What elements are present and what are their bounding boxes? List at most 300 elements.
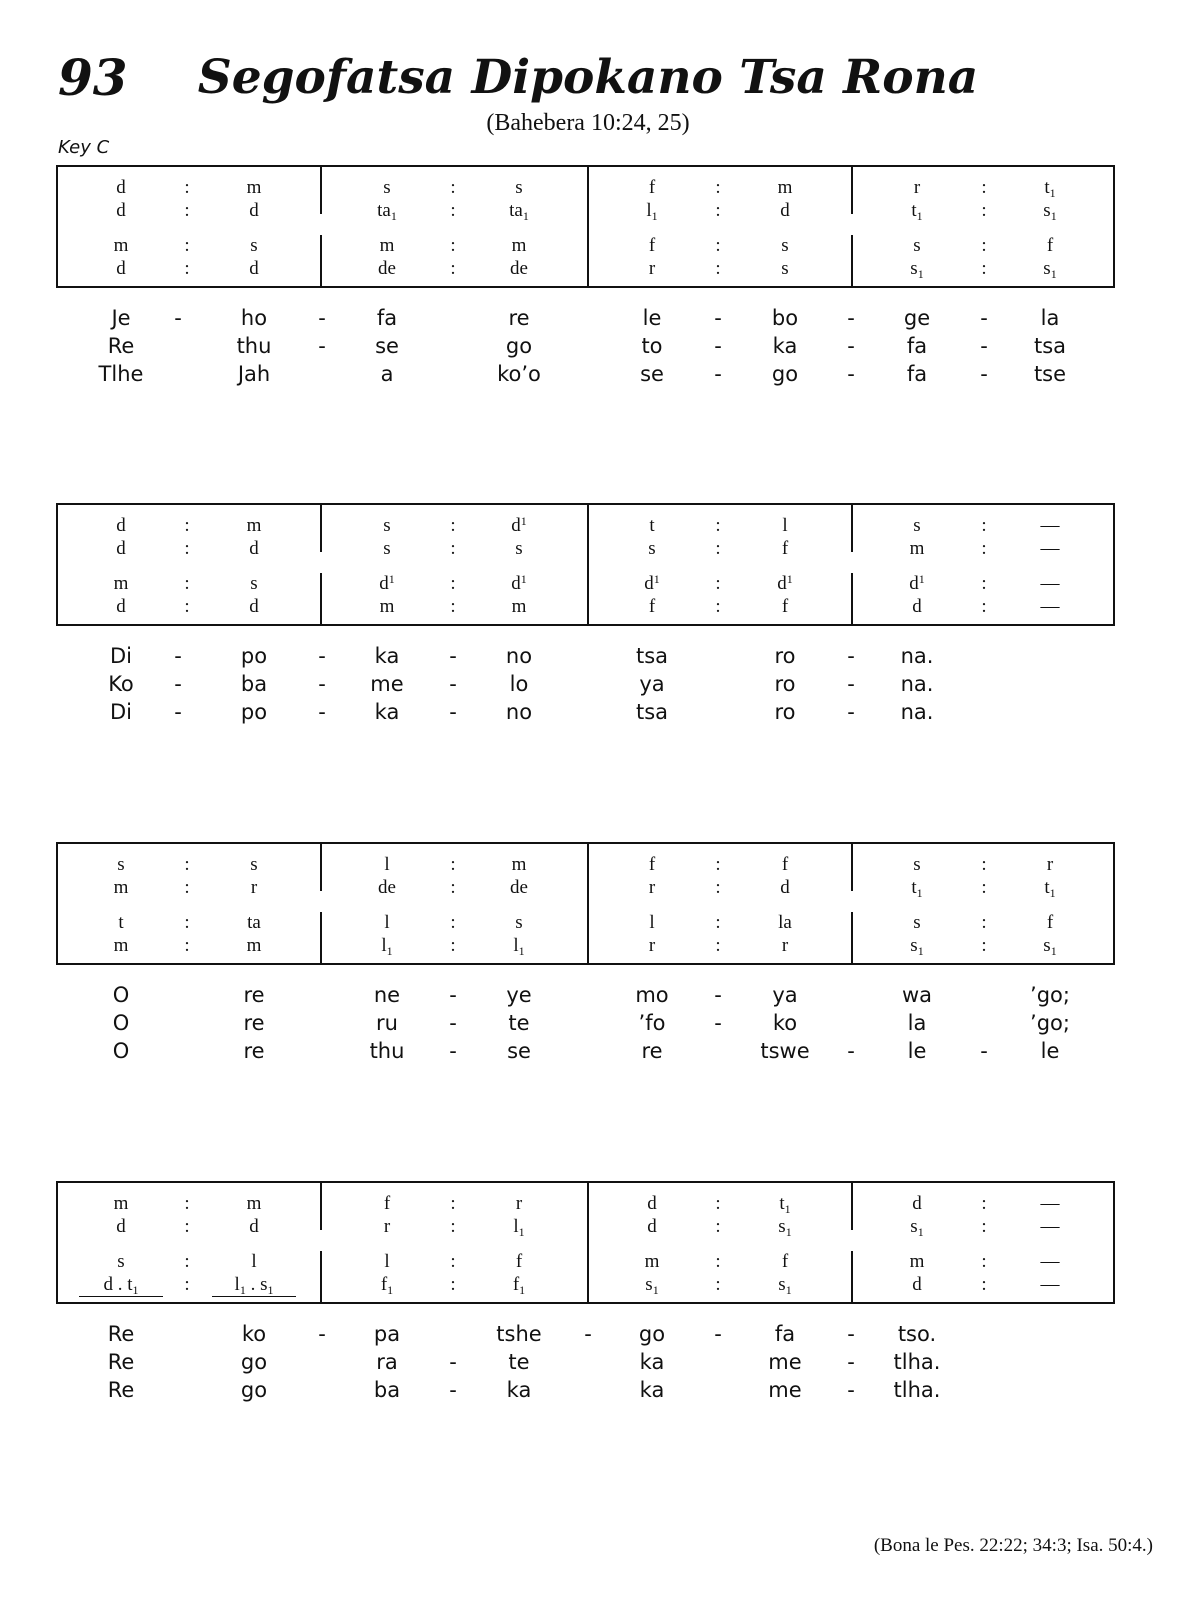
solfa-note: $s_1$	[1043, 935, 1057, 958]
solfa-note: s	[781, 235, 789, 256]
solfa-note: $t_1$	[779, 1193, 791, 1216]
lyric-syllable: na.	[900, 672, 934, 696]
solfa-note: s	[250, 854, 258, 875]
solfa-note: $t_1$	[911, 877, 923, 900]
lyric-syllable: thu	[369, 1039, 405, 1063]
bar-line	[587, 844, 589, 963]
solfa-note: —	[1040, 1274, 1060, 1295]
solfa-note: m	[246, 177, 262, 198]
lyric-syllable: fa	[906, 362, 928, 386]
solfa-note: r	[515, 1193, 523, 1214]
beat-colon: :	[184, 1193, 190, 1214]
lyric-syllable: ka	[772, 334, 798, 358]
solfa-note: r	[913, 177, 921, 198]
solfa-note: s	[383, 177, 391, 198]
lyric-syllable: tse	[1033, 362, 1067, 386]
lyric-syllable: bo	[771, 306, 799, 330]
solfa-note: s	[117, 1251, 125, 1272]
solfa-note: d	[249, 258, 259, 279]
solfa-note: f	[781, 1251, 789, 1272]
beat-colon: :	[184, 515, 190, 536]
staff-system-4	[56, 1181, 1115, 1304]
beat-colon: :	[715, 854, 721, 875]
solfa-note: $s_1$	[910, 258, 924, 281]
syllable-hyphen: -	[318, 334, 326, 358]
lyric-syllable: ko	[772, 1011, 798, 1035]
lyric-syllable: Di	[109, 700, 132, 724]
solfa-note: ta	[247, 912, 261, 933]
bar-line-segment	[320, 505, 322, 552]
solfa-note: t	[118, 912, 124, 933]
solfa-note: d	[116, 538, 126, 559]
solfa-note: d	[116, 258, 126, 279]
beat-colon: :	[981, 573, 987, 594]
solfa-note: f	[648, 854, 656, 875]
beat-colon: :	[715, 1274, 721, 1295]
solfa-note: d	[780, 200, 790, 221]
beat-colon: :	[981, 877, 987, 898]
lyric-syllable: Re	[107, 1350, 135, 1374]
beat-colon: :	[184, 1274, 190, 1295]
solfa-note: m	[379, 596, 395, 617]
solfa-note: r	[648, 877, 656, 898]
solfa-note: $d^1$	[511, 572, 527, 594]
beat-colon: :	[981, 538, 987, 559]
lyric-syllable: go	[240, 1350, 268, 1374]
syllable-hyphen: -	[449, 983, 457, 1007]
beat-colon: :	[450, 1193, 456, 1214]
beat-colon: :	[981, 258, 987, 279]
beat-colon: :	[184, 912, 190, 933]
lyric-syllable: re	[243, 1039, 265, 1063]
beat-colon: :	[981, 1274, 987, 1295]
solfa-note: $f_1$	[380, 1274, 394, 1297]
beat-colon: :	[184, 1251, 190, 1272]
solfa-note: $l_1$	[646, 200, 658, 223]
solfa-note: s	[117, 854, 125, 875]
bar-line-segment	[851, 573, 853, 626]
lyric-syllable: ru	[376, 1011, 398, 1035]
lyric-syllable: thu	[236, 334, 272, 358]
beat-colon: :	[450, 596, 456, 617]
lyric-syllable: Tlhe	[98, 362, 144, 386]
syllable-hyphen: -	[980, 334, 988, 358]
solfa-note: f	[383, 1193, 391, 1214]
lyric-syllable: te	[508, 1011, 530, 1035]
syllable-hyphen: -	[449, 700, 457, 724]
lyric-syllable: tswe	[760, 1039, 810, 1063]
bar-line	[587, 1183, 589, 1302]
bar-line-segment	[851, 167, 853, 214]
syllable-hyphen: -	[847, 1322, 855, 1346]
solfa-note: r	[250, 877, 258, 898]
lyric-syllable: la	[1040, 306, 1060, 330]
syllable-hyphen: -	[980, 1039, 988, 1063]
syllable-hyphen: -	[449, 1350, 457, 1374]
syllable-hyphen: -	[847, 672, 855, 696]
solfa-note: d	[647, 1216, 657, 1237]
solfa-note: —	[1040, 573, 1060, 594]
lyric-syllable: ka	[639, 1378, 665, 1402]
syllable-hyphen: -	[714, 334, 722, 358]
lyric-syllable: Re	[107, 1378, 135, 1402]
beat-colon: :	[715, 258, 721, 279]
lyric-syllable: le	[1040, 1039, 1060, 1063]
lyric-syllable: re	[508, 306, 530, 330]
solfa-note: l	[251, 1251, 257, 1272]
solfa-note: m	[113, 235, 129, 256]
lyric-syllable: O	[112, 983, 130, 1007]
lyric-syllable: ya	[639, 672, 665, 696]
beat-colon: :	[184, 200, 190, 221]
solfa-note: m	[246, 515, 262, 536]
beat-colon: :	[981, 235, 987, 256]
solfa-note: r	[383, 1216, 391, 1237]
syllable-hyphen: -	[714, 983, 722, 1007]
syllable-hyphen: -	[174, 644, 182, 668]
solfa-note: l	[384, 912, 390, 933]
lyric-syllable: tsa	[635, 700, 669, 724]
lyric-syllable: ka	[374, 700, 400, 724]
lyric-syllable: Di	[109, 644, 132, 668]
solfa-note: m	[379, 235, 395, 256]
solfa-note: d	[780, 877, 790, 898]
lyric-syllable: ye	[506, 983, 532, 1007]
lyric-syllable: tlha.	[893, 1350, 941, 1374]
solfa-note: de	[378, 877, 396, 898]
solfa-note: $d^1$	[644, 572, 660, 594]
lyric-syllable: Jah	[237, 362, 271, 386]
solfa-note: $l_1$	[513, 935, 525, 958]
syllable-hyphen: -	[847, 1378, 855, 1402]
solfa-note: —	[1040, 596, 1060, 617]
beat-colon: :	[450, 1274, 456, 1295]
beat-colon: :	[184, 573, 190, 594]
lyric-syllable: go	[240, 1378, 268, 1402]
beat-colon: :	[450, 1216, 456, 1237]
beat-colon: :	[981, 1216, 987, 1237]
lyric-syllable: ge	[903, 306, 931, 330]
lyric-syllable: po	[240, 644, 268, 668]
solfa-note: d	[116, 1216, 126, 1237]
solfa-note: s	[383, 515, 391, 536]
solfa-note: s	[913, 235, 921, 256]
lyric-syllable: la	[907, 1011, 927, 1035]
lyric-syllable: ba	[240, 672, 268, 696]
solfa-note: —	[1040, 515, 1060, 536]
lyric-syllable: ya	[772, 983, 798, 1007]
beat-colon: :	[981, 515, 987, 536]
syllable-hyphen: -	[847, 1350, 855, 1374]
bar-line-segment	[851, 1183, 853, 1230]
bar-line-segment	[320, 1251, 322, 1304]
beat-colon: :	[450, 200, 456, 221]
solfa-note: —	[1040, 1251, 1060, 1272]
beat-colon: :	[450, 515, 456, 536]
bar-line-segment	[320, 235, 322, 288]
solfa-note: $l_1$ . $s_1$	[212, 1274, 296, 1297]
lyric-syllable: O	[112, 1039, 130, 1063]
syllable-hyphen: -	[174, 672, 182, 696]
staff-system-1	[56, 165, 1115, 288]
solfa-note: $s_1$	[778, 1274, 792, 1297]
solfa-note: $s_1$	[645, 1274, 659, 1297]
lyric-syllable: re	[243, 983, 265, 1007]
solfa-note: m	[246, 1193, 262, 1214]
lyric-syllable: Re	[107, 334, 135, 358]
lyric-syllable: le	[907, 1039, 927, 1063]
solfa-note: $d^1$	[909, 572, 925, 594]
beat-colon: :	[184, 177, 190, 198]
lyric-syllable: tshe	[496, 1322, 542, 1346]
lyric-syllable: Ko	[108, 672, 134, 696]
solfa-note: s	[648, 538, 656, 559]
beat-colon: :	[981, 177, 987, 198]
solfa-note: d	[116, 200, 126, 221]
staff-system-2	[56, 503, 1115, 626]
solfa-note: m	[909, 1251, 925, 1272]
bar-line-segment	[851, 1251, 853, 1304]
lyric-syllable: lo	[509, 672, 529, 696]
solfa-note: $s_1$	[1043, 258, 1057, 281]
beat-colon: :	[715, 912, 721, 933]
solfa-note: m	[777, 177, 793, 198]
solfa-note: d	[116, 177, 126, 198]
solfa-note: r	[781, 935, 789, 956]
hymn-subtitle-text: (Bahebera 10:24, 25)	[486, 110, 690, 136]
solfa-note: r	[648, 935, 656, 956]
beat-colon: :	[715, 573, 721, 594]
syllable-hyphen: -	[847, 306, 855, 330]
solfa-note: s	[515, 177, 523, 198]
beat-colon: :	[184, 258, 190, 279]
footnote: (Bona le Pes. 22:22; 34:3; Isa. 50:4.)	[873, 1535, 1153, 1556]
solfa-note: f	[648, 235, 656, 256]
solfa-note: m	[644, 1251, 660, 1272]
lyric-syllable: tsa	[635, 644, 669, 668]
beat-colon: :	[450, 258, 456, 279]
lyric-syllable: O	[112, 1011, 130, 1035]
beat-colon: :	[184, 596, 190, 617]
solfa-note: r	[648, 258, 656, 279]
lyric-syllable: pa	[373, 1322, 401, 1346]
beat-colon: :	[715, 235, 721, 256]
lyric-syllable: ko	[241, 1322, 267, 1346]
lyric-syllable: wa	[901, 983, 933, 1007]
syllable-hyphen: -	[318, 672, 326, 696]
lyric-syllable: tso.	[897, 1322, 937, 1346]
solfa-note: la	[778, 912, 792, 933]
solfa-note: $d^1$	[777, 572, 793, 594]
lyric-syllable: le	[642, 306, 662, 330]
syllable-hyphen: -	[318, 700, 326, 724]
beat-colon: :	[450, 1251, 456, 1272]
lyric-syllable: fa	[906, 334, 928, 358]
lyric-syllable: ko’o	[497, 362, 541, 386]
solfa-note: d	[249, 1216, 259, 1237]
syllable-hyphen: -	[318, 644, 326, 668]
solfa-note: d	[249, 538, 259, 559]
solfa-note: $t_1$	[1044, 177, 1056, 200]
syllable-hyphen: -	[174, 306, 182, 330]
syllable-hyphen: -	[847, 700, 855, 724]
beat-colon: :	[184, 235, 190, 256]
solfa-note: s	[913, 854, 921, 875]
staff-system-3	[56, 842, 1115, 965]
solfa-note: f	[1046, 912, 1054, 933]
solfa-note: $d^1$	[511, 514, 527, 536]
beat-colon: :	[981, 912, 987, 933]
solfa-note: m	[511, 596, 527, 617]
lyric-syllable: re	[243, 1011, 265, 1035]
solfa-note: s	[250, 573, 258, 594]
lyric-syllable: go	[505, 334, 533, 358]
solfa-note: $s_1$	[910, 1216, 924, 1239]
solfa-note: d	[912, 1274, 922, 1295]
bar-line	[587, 505, 589, 624]
beat-colon: :	[715, 538, 721, 559]
solfa-note: s	[515, 538, 523, 559]
bar-line-segment	[320, 912, 322, 965]
solfa-note: s	[913, 515, 921, 536]
beat-colon: :	[715, 515, 721, 536]
bar-line-segment	[851, 844, 853, 891]
syllable-hyphen: -	[980, 362, 988, 386]
solfa-note: l	[384, 854, 390, 875]
solfa-note: —	[1040, 1193, 1060, 1214]
solfa-note: s	[250, 235, 258, 256]
syllable-hyphen: -	[449, 644, 457, 668]
solfa-note: f	[515, 1251, 523, 1272]
solfa-note: f	[781, 596, 789, 617]
solfa-note: s	[913, 912, 921, 933]
beat-colon: :	[715, 1216, 721, 1237]
solfa-note: $ta_1$	[509, 200, 529, 223]
solfa-note: l	[782, 515, 788, 536]
lyric-syllable: Re	[107, 1322, 135, 1346]
lyric-syllable: a	[380, 362, 394, 386]
lyric-syllable: se	[507, 1039, 531, 1063]
solfa-note: $f_1$	[512, 1274, 526, 1297]
solfa-note: s	[383, 538, 391, 559]
solfa-note: f	[781, 854, 789, 875]
beat-colon: :	[981, 1251, 987, 1272]
bar-line-segment	[851, 235, 853, 288]
syllable-hyphen: -	[980, 306, 988, 330]
bar-line-segment	[320, 844, 322, 891]
beat-colon: :	[184, 854, 190, 875]
beat-colon: :	[981, 935, 987, 956]
solfa-note: $t_1$	[911, 200, 923, 223]
beat-colon: :	[450, 935, 456, 956]
solfa-note: d	[116, 596, 126, 617]
lyric-syllable: ne	[373, 983, 401, 1007]
solfa-note: de	[510, 877, 528, 898]
syllable-hyphen: -	[714, 1011, 722, 1035]
beat-colon: :	[450, 177, 456, 198]
solfa-note: d	[647, 1193, 657, 1214]
lyric-syllable: me	[768, 1350, 802, 1374]
solfa-note: s	[781, 258, 789, 279]
lyric-syllable: Je	[111, 306, 131, 330]
beat-colon: :	[981, 200, 987, 221]
lyric-syllable: ’go;	[1030, 1011, 1070, 1035]
beat-colon: :	[184, 877, 190, 898]
beat-colon: :	[715, 877, 721, 898]
syllable-hyphen: -	[449, 1378, 457, 1402]
lyric-syllable: mo	[635, 983, 669, 1007]
solfa-note: m	[246, 935, 262, 956]
beat-colon: :	[715, 1251, 721, 1272]
solfa-note: m	[113, 935, 129, 956]
solfa-note: d	[912, 1193, 922, 1214]
lyric-syllable: tlha.	[893, 1378, 941, 1402]
syllable-hyphen: -	[847, 334, 855, 358]
lyric-syllable: po	[240, 700, 268, 724]
beat-colon: :	[715, 1193, 721, 1214]
lyric-syllable: go	[771, 362, 799, 386]
lyric-syllable: na.	[900, 644, 934, 668]
lyric-syllable: ka	[639, 1350, 665, 1374]
syllable-hyphen: -	[449, 1011, 457, 1035]
solfa-note: d	[116, 515, 126, 536]
beat-colon: :	[184, 1216, 190, 1237]
lyric-syllable: ’go;	[1030, 983, 1070, 1007]
syllable-hyphen: -	[714, 1322, 722, 1346]
beat-colon: :	[981, 1193, 987, 1214]
beat-colon: :	[715, 935, 721, 956]
syllable-hyphen: -	[714, 306, 722, 330]
solfa-note: f	[1046, 235, 1054, 256]
syllable-hyphen: -	[318, 306, 326, 330]
lyric-syllable: go	[638, 1322, 666, 1346]
syllable-hyphen: -	[584, 1322, 592, 1346]
solfa-note: l	[649, 912, 655, 933]
solfa-note: $d^1$	[379, 572, 395, 594]
solfa-note: de	[378, 258, 396, 279]
lyric-syllable: re	[641, 1039, 663, 1063]
syllable-hyphen: -	[449, 672, 457, 696]
syllable-hyphen: -	[449, 1039, 457, 1063]
bar-line	[587, 167, 589, 286]
bar-line-segment	[851, 505, 853, 552]
lyric-syllable: ’fo	[638, 1011, 666, 1035]
lyric-syllable: se	[375, 334, 399, 358]
beat-colon: :	[450, 235, 456, 256]
syllable-hyphen: -	[847, 1039, 855, 1063]
lyric-syllable: na.	[900, 700, 934, 724]
solfa-note: f	[648, 177, 656, 198]
lyric-syllable: no	[505, 700, 533, 724]
syllable-hyphen: -	[714, 362, 722, 386]
solfa-note: $l_1$	[381, 935, 393, 958]
lyric-syllable: me	[768, 1378, 802, 1402]
solfa-note: $l_1$	[513, 1216, 525, 1239]
lyric-syllable: fa	[376, 306, 398, 330]
key-signature: Key C	[58, 137, 110, 158]
lyric-syllable: ka	[374, 644, 400, 668]
lyric-syllable: no	[505, 644, 533, 668]
hymn-subtitle	[0, 108, 1200, 138]
bar-line-segment	[320, 167, 322, 214]
solfa-note: $s_1$	[1043, 200, 1057, 223]
syllable-hyphen: -	[318, 1322, 326, 1346]
solfa-note: d	[249, 200, 259, 221]
solfa-note: $t_1$	[1044, 877, 1056, 900]
beat-colon: :	[981, 596, 987, 617]
lyric-syllable: te	[508, 1350, 530, 1374]
solfa-note: $ta_1$	[377, 200, 397, 223]
